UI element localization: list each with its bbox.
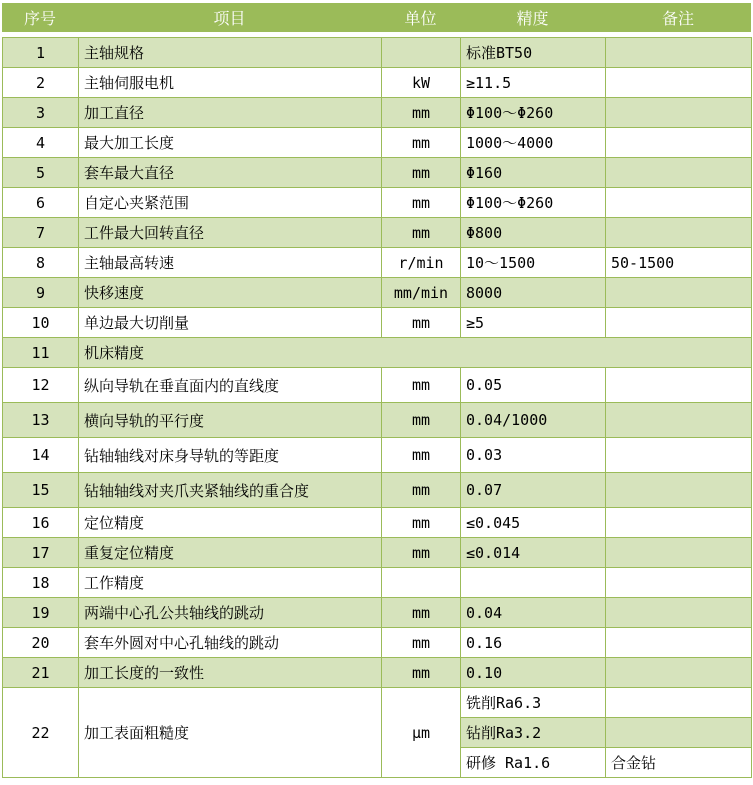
cell-unit: mm [382,98,461,128]
cell-remark [606,628,752,658]
cell-remark: 50-1500 [606,248,752,278]
cell-remark [606,98,752,128]
cell-precision: 0.03 [461,438,606,473]
cell-precision: Φ800 [461,218,606,248]
cell-no: 1 [3,38,79,68]
table-body [3,38,752,778]
spec-table [2,3,751,778]
cell-precision: 0.04 [461,598,606,628]
cell-unit: mm [382,538,461,568]
cell-unit: kW [382,68,461,98]
cell-remark [606,473,752,508]
cell-unit: mm [382,128,461,158]
cell-precision: 钻削Ra3.2 [461,718,606,748]
cell-item: 自定心夹紧范围 [79,188,382,218]
table-row [3,628,752,658]
cell-unit: mm [382,598,461,628]
cell-no: 3 [3,98,79,128]
cell-unit: mm [382,438,461,473]
cell-remark [606,368,752,403]
cell-item: 横向导轨的平行度 [79,403,382,438]
cell-item: 单边最大切削量 [79,308,382,338]
cell-remark [606,68,752,98]
table-row [3,188,752,218]
cell-no: 9 [3,278,79,308]
cell-unit: r/min [382,248,461,278]
cell-unit: mm [382,658,461,688]
cell-item: 工作精度 [79,568,382,598]
cell-remark [606,128,752,158]
cell-remark: 合金钻 [606,748,752,778]
cell-unit: mm [382,403,461,438]
cell-no: 18 [3,568,79,598]
cell-no: 2 [3,68,79,98]
cell-no: 5 [3,158,79,188]
cell-no: 14 [3,438,79,473]
cell-precision: 0.07 [461,473,606,508]
cell-item: 工件最大回转直径 [79,218,382,248]
table-row [3,158,752,188]
table-header [2,3,751,32]
cell-item: 套车外圆对中心孔轴线的跳动 [79,628,382,658]
cell-precision: 0.05 [461,368,606,403]
cell-remark [606,538,752,568]
cell-unit: mm [382,188,461,218]
cell-no: 17 [3,538,79,568]
cell-unit: mm [382,308,461,338]
cell-item: 钻轴轴线对床身导轨的等距度 [79,438,382,473]
cell-remark [606,308,752,338]
cell-no: 11 [3,338,79,368]
cell-no: 21 [3,658,79,688]
table-row [3,128,752,158]
cell-unit: mm [382,508,461,538]
cell-remark [606,718,752,748]
cell-unit: mm [382,368,461,403]
cell-precision: ≥11.5 [461,68,606,98]
cell-precision: 10～1500 [461,248,606,278]
cell-no: 19 [3,598,79,628]
cell-unit [382,568,461,598]
cell-remark [606,403,752,438]
cell-item: 主轴伺服电机 [79,68,382,98]
cell-unit: μm [382,688,461,778]
cell-item: 两端中心孔公共轴线的跳动 [79,598,382,628]
cell-precision: 铣削Ra6.3 [461,688,606,718]
table-row [3,598,752,628]
cell-no: 8 [3,248,79,278]
cell-precision: Φ100～Φ260 [461,98,606,128]
table-row [3,568,752,598]
cell-remark [606,38,752,68]
cell-remark [606,598,752,628]
cell-precision: 标准BT50 [461,38,606,68]
header-remark: 备注 [661,9,694,28]
cell-unit: mm [382,218,461,248]
table-row [3,368,752,403]
cell-item: 主轴规格 [79,38,382,68]
cell-no: 7 [3,218,79,248]
header-item: 项目 [213,9,246,28]
cell-unit: mm [382,628,461,658]
cell-precision: ≤0.014 [461,538,606,568]
cell-no: 4 [3,128,79,158]
cell-remark [606,508,752,538]
cell-precision: 1000～4000 [461,128,606,158]
cell-no: 16 [3,508,79,538]
cell-precision [461,568,606,598]
cell-no: 6 [3,188,79,218]
cell-item: 定位精度 [79,508,382,538]
table-row [3,38,752,68]
cell-remark [606,188,752,218]
cell-remark [606,658,752,688]
spec-table-body-table [2,37,752,778]
table-row [3,98,752,128]
cell-remark [606,688,752,718]
cell-remark [606,278,752,308]
cell-precision: ≤0.045 [461,508,606,538]
cell-remark [606,568,752,598]
cell-unit: mm [382,158,461,188]
cell-item: 加工表面粗糙度 [79,688,382,778]
cell-no: 22 [3,688,79,778]
cell-remark [606,218,752,248]
cell-no: 20 [3,628,79,658]
header-precision: 精度 [516,9,549,28]
header-no: 序号 [23,9,56,28]
cell-item: 加工直径 [79,98,382,128]
cell-precision: 8000 [461,278,606,308]
table-row [3,473,752,508]
cell-item: 主轴最高转速 [79,248,382,278]
cell-unit: mm/min [382,278,461,308]
cell-remark [606,438,752,473]
cell-unit: mm [382,473,461,508]
table-row [3,218,752,248]
cell-unit [382,38,461,68]
table-row [3,403,752,438]
cell-item-merged: 机床精度 [79,338,752,368]
cell-precision: Φ160 [461,158,606,188]
cell-item: 最大加工长度 [79,128,382,158]
table-row [3,508,752,538]
cell-no: 15 [3,473,79,508]
cell-no: 10 [3,308,79,338]
table-row [3,688,752,718]
cell-item: 套车最大直径 [79,158,382,188]
cell-item: 加工长度的一致性 [79,658,382,688]
cell-item: 钻轴轴线对夹爪夹紧轴线的重合度 [79,473,382,508]
cell-item: 纵向导轨在垂直面内的直线度 [79,368,382,403]
cell-item: 重复定位精度 [79,538,382,568]
cell-no: 13 [3,403,79,438]
table-row [3,658,752,688]
table-row [3,308,752,338]
cell-precision: 研修 Ra1.6 [461,748,606,778]
cell-item: 快移速度 [79,278,382,308]
cell-precision: Φ100～Φ260 [461,188,606,218]
cell-precision: 0.10 [461,658,606,688]
cell-remark [606,158,752,188]
cell-precision: 0.16 [461,628,606,658]
table-row [3,338,752,368]
table-row [3,68,752,98]
table-row [3,438,752,473]
cell-precision: 0.04/1000 [461,403,606,438]
cell-no: 12 [3,368,79,403]
table-row [3,278,752,308]
table-row [3,248,752,278]
cell-precision: ≥5 [461,308,606,338]
header-unit: 单位 [404,9,437,28]
table-row [3,538,752,568]
